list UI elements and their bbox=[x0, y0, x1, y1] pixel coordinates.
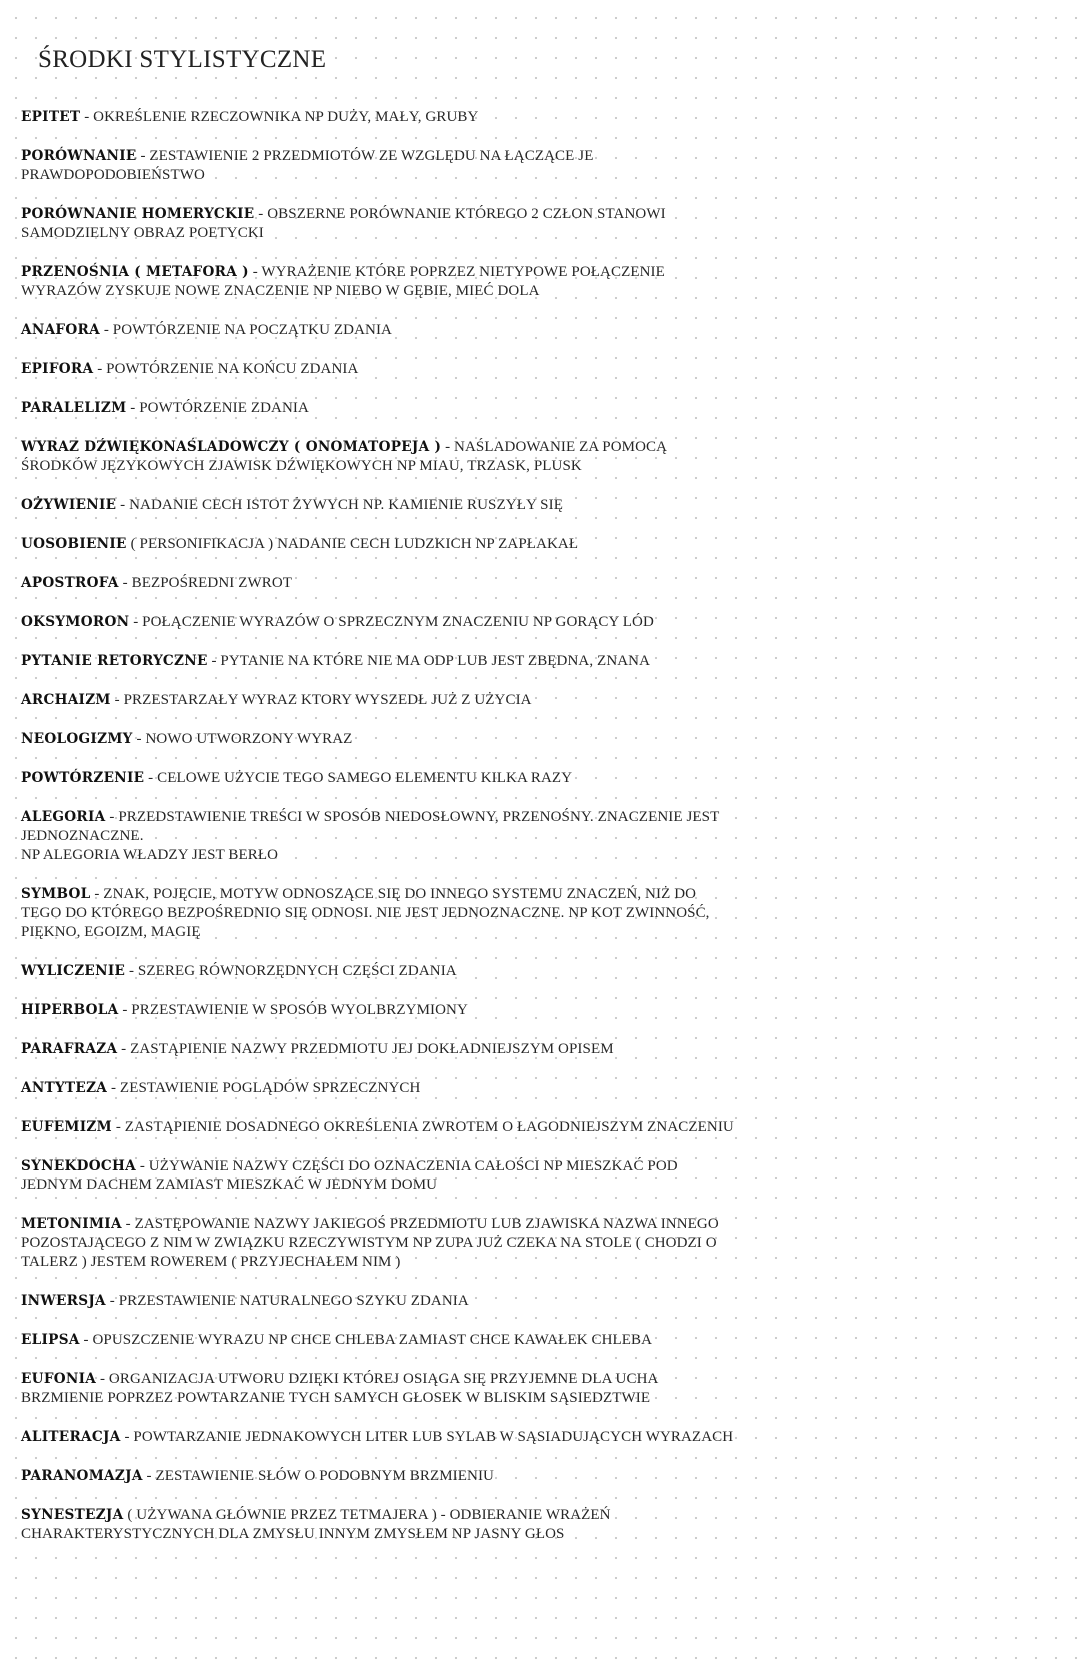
term-definition: - NADANIE CECH ISTOT ŻYWYCH NP. KAMIENIE RUSZYŁY SIĘ bbox=[116, 497, 563, 513]
term-definition: - NAŚLADOWANIE ZA POMOCĄ ŚRODKÓW JĘZYKOWYCH ZJAWISK DŹWIĘKOWYCH NP MIAU, TRZASK, PLUSK bbox=[21, 439, 668, 474]
term-definition: - POWTÓRZENIE ZDANIA bbox=[126, 400, 309, 416]
definition-entry bbox=[21, 1040, 736, 1059]
term-label: PORÓWNANIE bbox=[21, 148, 137, 164]
term-label: NEOLOGIZMY bbox=[21, 731, 133, 747]
term-label: HIPERBOLA bbox=[21, 1002, 119, 1018]
term-definition: - ZESTAWIENIE SŁÓW O PODOBNYM BRZMIENIU bbox=[142, 1468, 494, 1484]
definition-entry bbox=[21, 962, 736, 981]
term-label: WYLICZENIE bbox=[21, 963, 126, 979]
term-definition: - PRZESTAWIENIE W SPOSÓB WYOLBRZYMIONY bbox=[118, 1002, 468, 1018]
term-definition: - OPUSZCZENIE WYRAZU NP CHCE CHLEBA ZAMIAST CHCE KAWAŁEK CHLEBA bbox=[79, 1332, 653, 1348]
term-label: ARCHAIZM bbox=[21, 692, 111, 708]
definition-entry bbox=[21, 360, 736, 379]
definition-entry bbox=[21, 399, 736, 418]
definition-entry bbox=[21, 1467, 736, 1486]
definition-entry bbox=[21, 1157, 736, 1195]
definition-entry bbox=[21, 1079, 736, 1098]
term-label: WYRAZ DŹWIĘKONAŚLADOWCZY ( ONOMATOPEJA ) bbox=[21, 439, 442, 455]
definition-entry bbox=[21, 808, 736, 865]
definition-entry bbox=[21, 769, 736, 788]
term-label: ANTYTEZA bbox=[21, 1080, 108, 1096]
term-label: PRZENOŚNIA ( METAFORA ) bbox=[21, 264, 249, 280]
definition-entry bbox=[21, 574, 736, 593]
term-definition: - WYRAŻENIE KTÓRE POPRZEZ NIETYPOWE POŁĄCZENIE WYRAZÓW ZYSKUJE NOWE ZNACZENIE NP NIEBO W GĘBIE, MIEĆ DOLA bbox=[21, 264, 665, 299]
definition-entry bbox=[21, 1428, 736, 1447]
term-label: ELIPSA bbox=[21, 1332, 80, 1348]
page-title: ŚRODKI STYLISTYCZNE bbox=[38, 46, 327, 73]
definition-entry bbox=[21, 691, 736, 710]
term-label: ANAFORA bbox=[21, 322, 100, 338]
definition-entry bbox=[21, 1215, 736, 1272]
term-definition: - SZEREG RÓWNORZĘDNYCH CZĘŚCI ZDANIA bbox=[125, 963, 457, 979]
term-definition: - ZNAK, POJĘCIE, MOTYW ODNOSZĄCE SIĘ DO INNEGO SYSTEMU ZNACZEŃ, NIŻ DO TEGO DO KTÓREGO BEZPOŚREDNIO SIĘ ODNOSI. NIE JEST JEDNOZNACZNE. NP KOT ZWINNOŚĆ, PIĘKNO, EGOIZM, MAGIĘ bbox=[21, 886, 710, 940]
term-definition: - PRZESTARZAŁY WYRAZ KTORY WYSZEDŁ JUŻ Z UŻYCIA bbox=[110, 692, 532, 708]
term-definition: ( UŻYWANA GŁÓWNIE PRZEZ TETMAJERA ) - ODBIERANIE WRAŻEŃ CHARAKTERYSTYCZNYCH DLA ZMYSŁU INNYM ZMYSŁEM NP JASNY GŁOS bbox=[21, 1507, 611, 1542]
term-label: PARAFRAZA bbox=[21, 1041, 118, 1057]
term-label: EUFONIA bbox=[21, 1371, 97, 1387]
term-definition: - CELOWE UŻYCIE TEGO SAMEGO ELEMENTU KILKA RAZY bbox=[144, 770, 573, 786]
definition-entry bbox=[21, 1118, 736, 1137]
definition-entry bbox=[21, 496, 736, 515]
term-label: EUFEMIZM bbox=[21, 1119, 113, 1135]
term-definition: - ZESTAWIENIE POGLĄDÓW SPRZECZNYCH bbox=[107, 1080, 421, 1096]
definition-entry bbox=[21, 1292, 736, 1311]
term-label: PYTANIE RETORYCZNE bbox=[21, 653, 208, 669]
term-definition: - PYTANIE NA KTÓRE NIE MA ODP LUB JEST ZBĘDNA, ZNANA bbox=[207, 653, 651, 669]
definition-entry bbox=[21, 205, 736, 243]
definition-entry bbox=[21, 263, 736, 301]
term-label: INWERSJA bbox=[21, 1293, 106, 1309]
term-definition: - PRZESTAWIENIE NATURALNEGO SZYKU ZDANIA bbox=[105, 1293, 469, 1309]
term-definition: - POWTÓRZENIE NA POCZĄTKU ZDANIA bbox=[99, 322, 392, 338]
term-label: PARALELIZM bbox=[21, 400, 127, 416]
term-label: OŻYWIENIE bbox=[21, 497, 117, 513]
term-label: PARANOMAZJA bbox=[21, 1468, 143, 1484]
definition-entry bbox=[21, 730, 736, 749]
definition-entry bbox=[21, 1001, 736, 1020]
term-label: POWTÓRZENIE bbox=[21, 770, 145, 786]
term-label: PORÓWNANIE HOMERYCKIE bbox=[21, 206, 255, 222]
term-definition: - ORGANIZACJA UTWORU DZIĘKI KTÓREJ OSIĄGA SIĘ PRZYJEMNE DLA UCHA BRZMIENIE POPRZEZ POWTARZANIE TYCH SAMYCH GŁOSEK W BLISKIM SĄSIEDZTWIE bbox=[21, 1371, 658, 1406]
definition-entry bbox=[21, 108, 736, 127]
term-definition: - POWTARZANIE JEDNAKOWYCH LITER LUB SYLAB W SĄSIADUJĄCYCH WYRAZACH bbox=[120, 1429, 734, 1445]
term-label: ALITERACJA bbox=[21, 1429, 121, 1445]
definition-entry bbox=[21, 535, 736, 554]
definition-entry bbox=[21, 652, 736, 671]
term-label: UOSOBIENIE bbox=[21, 536, 127, 552]
term-definition: - NOWO UTWORZONY WYRAZ bbox=[132, 731, 353, 747]
definition-entry bbox=[21, 613, 736, 632]
term-definition: - ZASTĘPOWANIE NAZWY JAKIEGOŚ PRZEDMIOTU LUB ZJAWISKA NAZWA INNEGO POZOSTAJĄCEGO Z NIM W ZWIĄZKU RZECZYWISTYM NP ZUPA JUŻ CZEKA NA STOLE ( CHODZI O TALERZ ) JESTEM ROWEREM ( PRZYJECHAŁEM NIM ) bbox=[21, 1216, 719, 1270]
term-label: SYNESTEZJA bbox=[21, 1507, 124, 1523]
term-label: APOSTROFA bbox=[21, 575, 119, 591]
term-label: EPIFORA bbox=[21, 361, 94, 377]
definition-entry bbox=[21, 1506, 736, 1544]
term-definition: - UŻYWANIE NAZWY CZĘŚCI DO OZNACZENIA CAŁOŚCI NP MIESZKAĆ POD JEDNYM DACHEM ZAMIAST MIESZKAĆ W JEDNYM DOMU bbox=[21, 1158, 678, 1193]
term-label: SYNEKDOCHA bbox=[21, 1158, 136, 1174]
entry-list bbox=[21, 108, 736, 1544]
term-definition: - ZESTAWIENIE 2 PRZEDMIOTÓW ZE WZGLĘDU NA ŁĄCZĄCE JE PRAWDOPODOBIEŃSTWO bbox=[21, 148, 594, 183]
term-label: METONIMIA bbox=[21, 1216, 122, 1232]
definition-entry bbox=[21, 438, 736, 476]
definition-entry bbox=[21, 321, 736, 340]
term-definition: - PRZEDSTAWIENIE TREŚCI W SPOSÓB NIEDOSŁOWNY, PRZENOŚNY. ZNACZENIE JEST JEDNOZNACZNE. NP ALEGORIA WŁADZY JEST BERŁO bbox=[21, 809, 720, 863]
term-definition: - ZASTĄPIENIE NAZWY PRZEDMIOTU JEJ DOKŁADNIEJSZYM OPISEM bbox=[117, 1041, 614, 1057]
term-label: SYMBOL bbox=[21, 886, 91, 902]
term-label: ALEGORIA bbox=[21, 809, 106, 825]
definition-entry bbox=[21, 147, 736, 185]
term-definition: - OKREŚLENIE RZECZOWNIKA NP DUŻY, MAŁY, GRUBY bbox=[80, 109, 479, 125]
term-label: OKSYMORON bbox=[21, 614, 130, 630]
term-definition: ( PERSONIFIKACJA ) NADANIE CECH LUDZKICH NP ZAPŁAKAŁ bbox=[126, 536, 579, 552]
term-definition: - BEZPOŚREDNI ZWROT bbox=[118, 575, 293, 591]
term-definition: - ZASTĄPIENIE DOSADNEGO OKREŚLENIA ZWROTEM O ŁAGODNIEJSZYM ZNACZENIU bbox=[112, 1119, 734, 1135]
definition-entry bbox=[21, 1331, 736, 1350]
term-definition: - POŁĄCZENIE WYRAZÓW O SPRZECZNYM ZNACZENIU NP GORĄCY LÓD bbox=[129, 614, 654, 630]
term-label: EPITET bbox=[21, 109, 81, 125]
term-definition: - OBSZERNE PORÓWNANIE KTÓREGO 2 CZŁON STANOWI SAMODZIELNY OBRAZ POETYCKI bbox=[21, 206, 666, 241]
term-definition: - POWTÓRZENIE NA KOŃCU ZDANIA bbox=[93, 361, 359, 377]
definition-entry bbox=[21, 885, 736, 942]
definition-entry bbox=[21, 1370, 736, 1408]
